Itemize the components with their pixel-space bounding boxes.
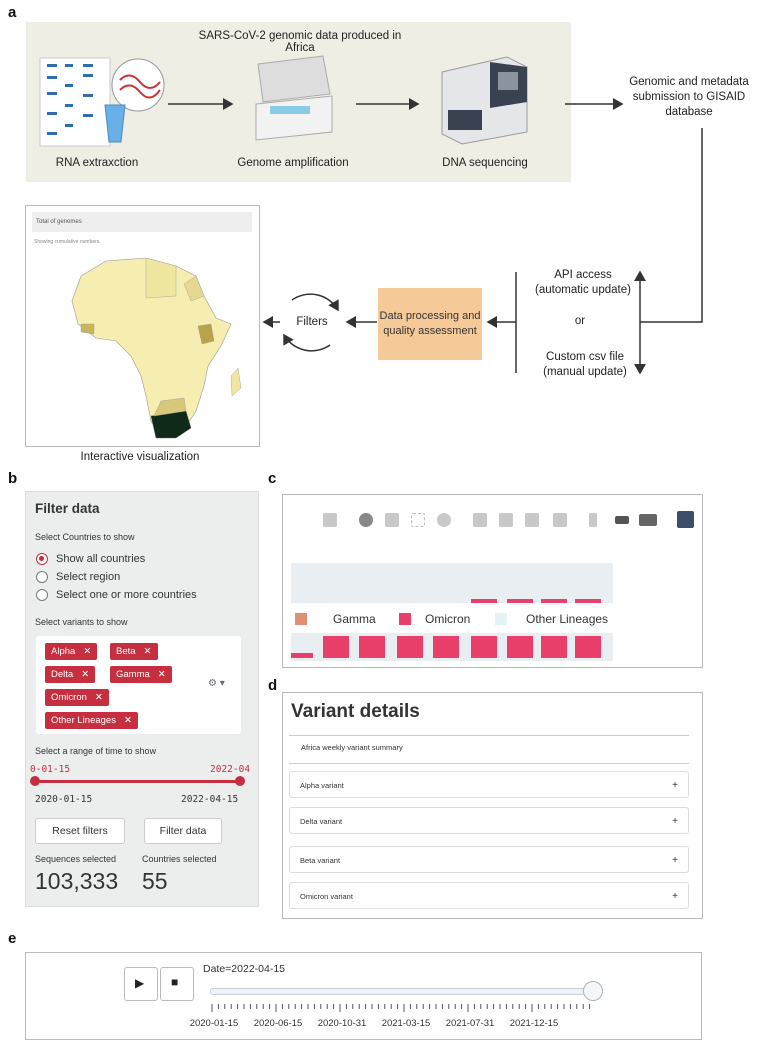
date-slider-handle[interactable] xyxy=(583,981,603,1001)
range-start-label: 2020-01-15 xyxy=(35,794,93,805)
radio-label-select-countries: Select one or more countries xyxy=(56,589,197,601)
camera-icon[interactable] xyxy=(323,513,337,527)
range-end-bubble: 2022-04 xyxy=(210,764,251,775)
tick-label-2021-07-31: 2021-07-31 xyxy=(445,1018,495,1029)
map-subtitle: Showing cumulative numbers. xyxy=(34,239,101,245)
variant-chip-input[interactable] xyxy=(36,636,241,734)
plus-icon[interactable]: + xyxy=(672,780,678,791)
pan-icon[interactable] xyxy=(385,513,399,527)
map-visualization-frame xyxy=(25,205,260,447)
step-dna-sequencing: DNA sequencing xyxy=(442,157,528,169)
step-rna-extraction: RNA extraxction xyxy=(55,157,139,169)
map-header: Total of genomes xyxy=(32,212,252,232)
omicron-bar-4[interactable] xyxy=(433,636,459,658)
radio-select-region[interactable] xyxy=(36,571,48,583)
filter-panel xyxy=(25,491,259,907)
time-slider-frame xyxy=(25,952,702,1040)
data-processing-box: Data processing and quality assessment xyxy=(378,288,482,360)
chip-gamma[interactable]: Gamma ✕ xyxy=(110,666,172,683)
close-icon[interactable]: ✕ xyxy=(143,646,152,657)
countries-value: 55 xyxy=(142,868,168,894)
plus-icon[interactable]: + xyxy=(672,891,678,902)
africa-map[interactable] xyxy=(26,206,259,446)
legend-label-other-lineages: Other Lineages xyxy=(526,612,609,626)
legend-swatch-gamma[interactable] xyxy=(295,613,307,625)
variants-label: Select variants to show xyxy=(35,617,128,627)
reset-filters-button[interactable]: Reset filters xyxy=(35,818,125,844)
date-slider-track[interactable] xyxy=(210,988,594,995)
close-icon[interactable]: ✕ xyxy=(83,646,92,657)
radio-label-show-all: Show all countries xyxy=(56,553,146,565)
close-icon[interactable]: ✕ xyxy=(123,715,132,726)
step-genome-amplification: Genome amplification xyxy=(237,157,349,169)
accordion-omicron-variant[interactable]: Omicron variant + xyxy=(289,882,689,909)
current-date-label: Date=2022-04-15 xyxy=(203,963,286,975)
variant-details-title: Variant details xyxy=(291,701,420,722)
summary-divider xyxy=(289,763,689,764)
play-button[interactable] xyxy=(124,967,158,1001)
weekly-summary-tab[interactable]: Africa weekly variant summary xyxy=(301,743,403,752)
chip-alpha[interactable]: Alpha ✕ xyxy=(45,643,97,660)
legend-label-gamma: Gamma xyxy=(333,612,376,626)
range-start-bubble: 0-01-15 xyxy=(30,764,71,775)
title-divider xyxy=(289,735,689,736)
range-label: Select a range of time to show xyxy=(35,746,157,756)
panel-letter-d: d xyxy=(268,677,278,694)
panel-letter-e: e xyxy=(8,930,17,947)
close-icon[interactable]: ✕ xyxy=(94,692,103,703)
tick-label-2021-12-15: 2021-12-15 xyxy=(509,1018,559,1029)
range-slider-end-handle[interactable] xyxy=(235,776,245,786)
api-access-text: API access (automatic update) xyxy=(535,269,631,296)
zoom-icon[interactable] xyxy=(359,513,373,527)
omicron-bar-3[interactable] xyxy=(397,636,423,658)
hover-compare-icon[interactable] xyxy=(639,514,657,526)
tick-label-2020-10-31: 2020-10-31 xyxy=(317,1018,367,1029)
gear-icon[interactable]: ⚙ ▾ xyxy=(208,678,225,689)
autoscale-icon[interactable] xyxy=(525,513,539,527)
omicron-bar-0[interactable] xyxy=(291,653,313,658)
legend-swatch-other-lineages[interactable] xyxy=(495,613,507,625)
lab-title: SARS-CoV-2 genomic data produced in Africa xyxy=(198,30,402,54)
lasso-icon[interactable] xyxy=(437,513,451,527)
close-icon[interactable]: ✕ xyxy=(81,669,90,680)
omicron-bar-2[interactable] xyxy=(359,636,385,658)
legend-label-omicron: Omicron xyxy=(425,612,471,626)
panel-letter-a: a xyxy=(8,4,17,21)
spike-icon[interactable] xyxy=(589,513,597,527)
omicron-bar-7[interactable] xyxy=(541,636,567,658)
panel-letter-b: b xyxy=(8,470,18,487)
accordion-beta-variant[interactable]: Beta variant + xyxy=(289,846,689,873)
play-icon: ▶ xyxy=(135,976,145,990)
range-slider-track[interactable] xyxy=(34,780,240,783)
range-slider-start-handle[interactable] xyxy=(30,776,40,786)
omicron-top-bar-4[interactable] xyxy=(575,599,601,603)
panel-letter-c: c xyxy=(268,470,277,487)
tick-label-2021-03-15: 2021-03-15 xyxy=(381,1018,431,1029)
close-icon[interactable]: ✕ xyxy=(157,669,166,680)
box-select-icon[interactable] xyxy=(411,513,425,527)
map-caption: Interactive visualization xyxy=(80,451,200,463)
chip-omicron[interactable]: Omicron ✕ xyxy=(45,689,109,706)
plus-icon[interactable]: + xyxy=(672,816,678,827)
stop-icon: ■ xyxy=(171,975,179,989)
filter-title: Filter data xyxy=(35,501,100,516)
accordion-delta-variant[interactable]: Delta variant + xyxy=(289,807,689,834)
hover-closest-icon[interactable] xyxy=(615,516,629,524)
omicron-bar-1[interactable] xyxy=(323,636,349,658)
omicron-bar-6[interactable] xyxy=(507,636,533,658)
omicron-bar-8[interactable] xyxy=(575,636,601,658)
range-end-label: 2022-04-15 xyxy=(181,794,239,805)
variant-plot-frame xyxy=(282,494,703,668)
omicron-bar-5[interactable] xyxy=(471,636,497,658)
date-slider-ticks xyxy=(210,1003,594,1013)
omicron-top-bar-1[interactable] xyxy=(471,599,497,603)
chip-other-lineages[interactable]: Other Lineages ✕ xyxy=(45,712,138,729)
radio-label-select-region: Select region xyxy=(56,571,121,583)
sequences-label: Sequences selected xyxy=(35,854,117,864)
omicron-top-bar-2[interactable] xyxy=(507,599,533,603)
plotly-logo-icon[interactable] xyxy=(677,511,694,528)
filter-data-button[interactable]: Filter data xyxy=(144,818,222,844)
radio-select-countries[interactable] xyxy=(36,589,48,601)
sequences-value: 103,333 xyxy=(35,868,119,894)
plus-icon[interactable]: + xyxy=(672,855,678,866)
legend-swatch-omicron[interactable] xyxy=(399,613,411,625)
variant-details-frame xyxy=(282,692,703,919)
chip-delta[interactable]: Delta ✕ xyxy=(45,666,95,683)
stop-button[interactable] xyxy=(160,967,194,1001)
countries-selected-label: Countries selected xyxy=(142,854,217,864)
tick-label-2020-01-15: 2020-01-15 xyxy=(189,1018,239,1029)
omicron-top-bar-3[interactable] xyxy=(541,599,567,603)
filters-label: Filters xyxy=(296,316,328,328)
accordion-alpha-variant[interactable]: Alpha variant + xyxy=(289,771,689,798)
csv-file-text: Custom csv file (manual update) xyxy=(543,351,627,378)
gisaid-submission-text: Genomic and metadata submission to GISAID database xyxy=(629,76,749,118)
or-text: or xyxy=(574,315,586,327)
tick-label-2020-06-15: 2020-06-15 xyxy=(253,1018,303,1029)
home-icon[interactable] xyxy=(553,513,567,527)
chip-beta[interactable]: Beta ✕ xyxy=(110,643,158,660)
other-lineages-area xyxy=(291,563,613,603)
zoom-out-icon[interactable] xyxy=(499,513,513,527)
countries-label: Select Countries to show xyxy=(35,532,135,542)
radio-show-all-countries[interactable] xyxy=(36,553,48,565)
zoom-in-icon[interactable] xyxy=(473,513,487,527)
